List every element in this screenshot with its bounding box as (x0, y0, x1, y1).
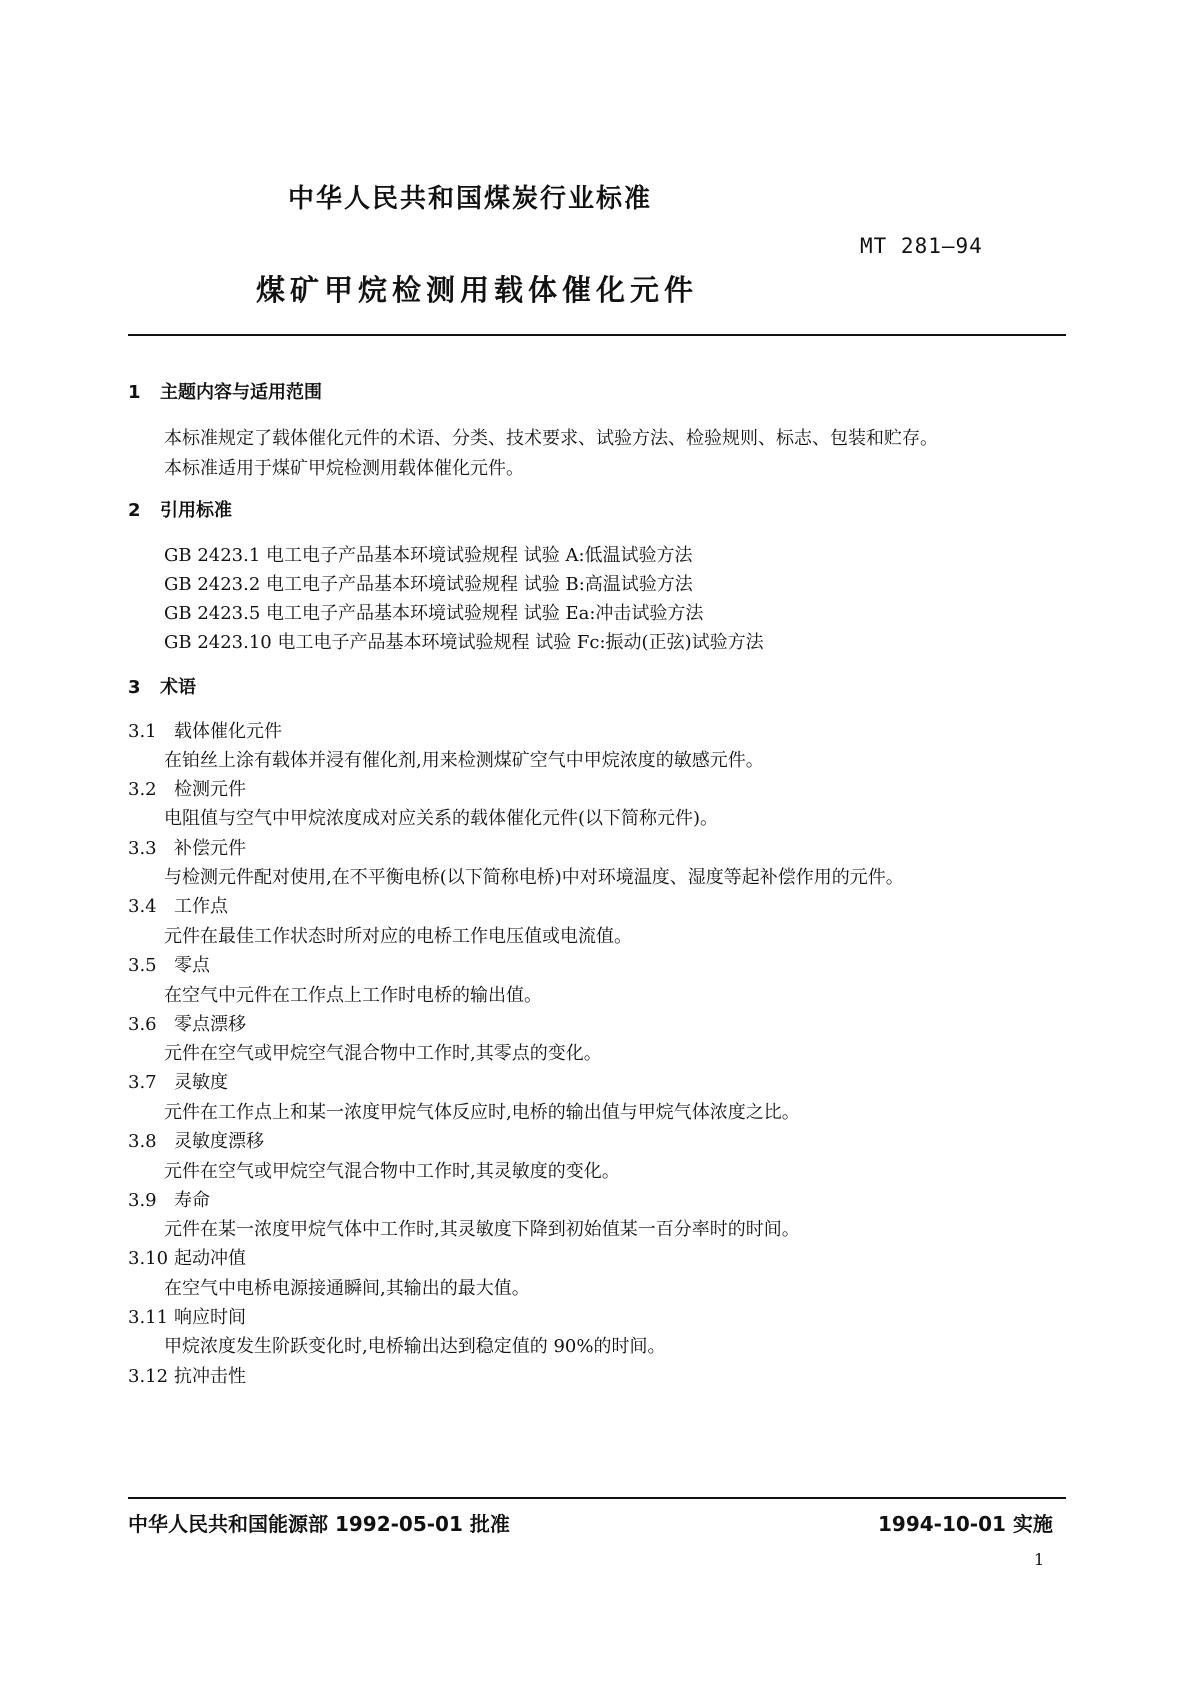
term-definition: 在空气中元件在工作点上工作时电桥的输出值。 (164, 985, 542, 1006)
reference-item: GB 2423.1 电工电子产品基本环境试验规程 试验 A:低温试验方法 (164, 545, 693, 566)
term-definition: 元件在空气或甲烷空气混合物中工作时,其灵敏度的变化。 (164, 1161, 620, 1182)
page-number: 1 (1034, 1550, 1045, 1569)
scope-paragraph-2: 本标准适用于煤矿甲烷检测用载体催化元件。 (164, 458, 524, 479)
term-definition: 元件在某一浓度甲烷气体中工作时,其灵敏度下降到初始值某一百分率时的时间。 (164, 1219, 800, 1240)
term-heading: 3.6 零点漂移 (128, 1014, 246, 1035)
term-definition: 在铂丝上涂有载体并浸有催化剂,用来检测煤矿空气中甲烷浓度的敏感元件。 (164, 750, 764, 771)
header-rule (128, 334, 1066, 336)
term-definition: 元件在最佳工作状态时所对应的电桥工作电压值或电流值。 (164, 926, 632, 947)
issuer-header: 中华人民共和国煤炭行业标准 (288, 184, 653, 214)
section-heading-2: 2 引用标准 (128, 500, 232, 521)
section-heading-1: 1 主题内容与适用范围 (128, 382, 322, 403)
term-heading: 3.7 灵敏度 (128, 1072, 228, 1093)
term-heading: 3.2 检测元件 (128, 779, 246, 800)
term-definition: 电阻值与空气中甲烷浓度成对应关系的载体催化元件(以下简称元件)。 (164, 808, 719, 829)
footer-rule (128, 1497, 1066, 1499)
term-heading: 3.12 抗冲击性 (128, 1366, 246, 1387)
term-definition: 元件在空气或甲烷空气混合物中工作时,其零点的变化。 (164, 1043, 602, 1064)
reference-item: GB 2423.2 电工电子产品基本环境试验规程 试验 B:高温试验方法 (164, 574, 693, 595)
section-heading-3: 3 术语 (128, 677, 196, 698)
scope-paragraph-1: 本标准规定了载体催化元件的术语、分类、技术要求、试验方法、检验规则、标志、包装和贮存。 (164, 428, 938, 449)
standard-code: MT 281—94 (860, 234, 983, 258)
term-heading: 3.8 灵敏度漂移 (128, 1131, 264, 1152)
term-heading: 3.10 起动冲值 (128, 1248, 246, 1269)
term-heading: 3.11 响应时间 (128, 1307, 246, 1328)
term-definition: 元件在工作点上和某一浓度甲烷气体反应时,电桥的输出值与甲烷气体浓度之比。 (164, 1102, 800, 1123)
term-definition: 与检测元件配对使用,在不平衡电桥(以下简称电桥)中对环境温度、湿度等起补偿作用的元件。 (164, 867, 904, 888)
reference-item: GB 2423.10 电工电子产品基本环境试验规程 试验 Fc:振动(正弦)试验方法 (164, 632, 764, 653)
term-heading: 3.4 工作点 (128, 896, 228, 917)
term-definition: 在空气中电桥电源接通瞬间,其输出的最大值。 (164, 1278, 530, 1299)
term-heading: 3.5 零点 (128, 955, 210, 976)
term-heading: 3.1 载体催化元件 (128, 721, 282, 742)
effective-date: 1994-10-01 实施 (878, 1512, 1053, 1536)
approval-line: 中华人民共和国能源部 1992-05-01 批准 (128, 1512, 510, 1536)
term-definition: 甲烷浓度发生阶跃变化时,电桥输出达到稳定值的 90%的时间。 (164, 1336, 666, 1357)
document-title: 煤矿甲烷检测用载体催化元件 (256, 273, 699, 307)
term-heading: 3.9 寿命 (128, 1190, 210, 1211)
term-heading: 3.3 补偿元件 (128, 838, 246, 859)
reference-item: GB 2423.5 电工电子产品基本环境试验规程 试验 Ea:冲击试验方法 (164, 603, 704, 624)
